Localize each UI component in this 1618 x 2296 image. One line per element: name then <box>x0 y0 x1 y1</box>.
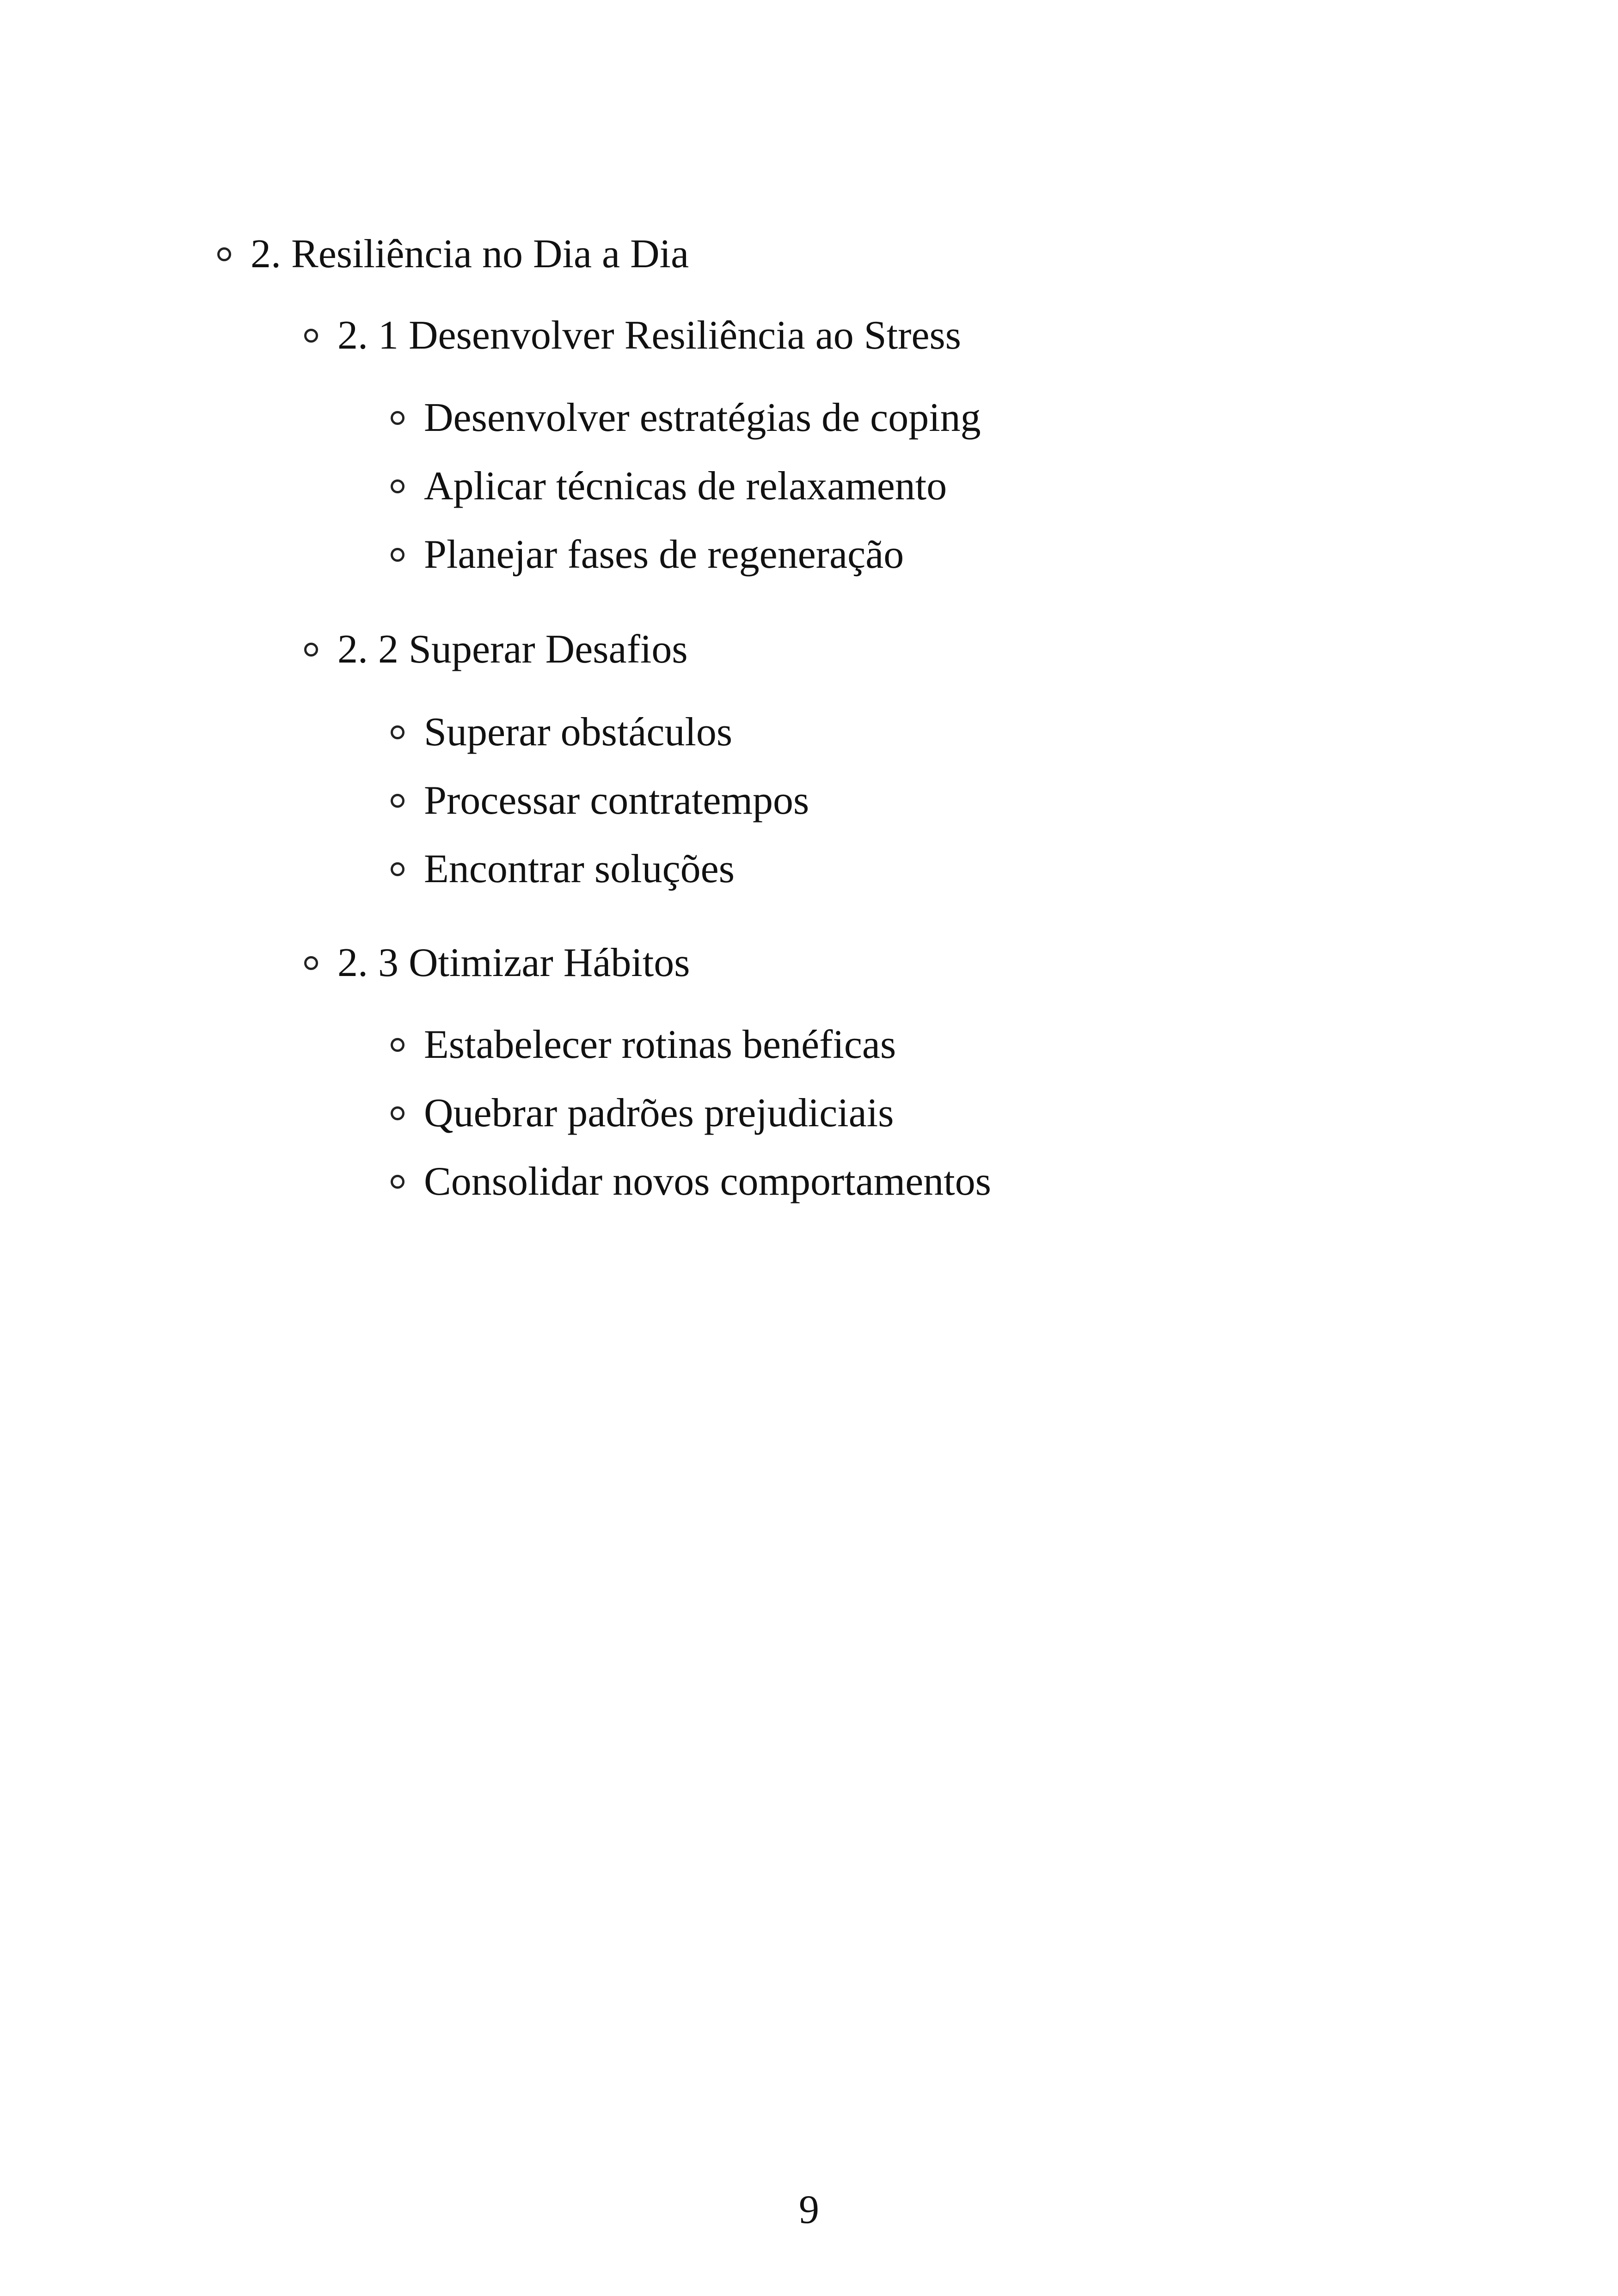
circle-bullet-icon <box>391 479 404 493</box>
circle-bullet-icon <box>304 329 318 343</box>
section-heading-text: 2. Resiliência no Dia a Dia <box>251 232 689 276</box>
subsection-heading-text: 2. 1 Desenvolver Resiliência ao Stress <box>337 313 962 358</box>
circle-bullet-icon <box>304 643 318 657</box>
subsection-heading-text: 2. 2 Superar Desafios <box>337 627 688 672</box>
list-item-text: Processar contratempos <box>424 778 809 823</box>
circle-bullet-icon <box>391 1106 404 1120</box>
circle-bullet-icon <box>391 548 404 562</box>
circle-bullet-icon <box>391 1038 404 1052</box>
subsection-heading <box>304 313 961 359</box>
list-item <box>391 1159 991 1205</box>
circle-bullet-icon <box>391 862 404 876</box>
list-item <box>391 395 981 441</box>
circle-bullet-icon <box>304 956 318 970</box>
list-item <box>391 1022 896 1068</box>
circle-bullet-icon <box>391 725 404 739</box>
page-number: 9 <box>799 2187 819 2232</box>
list-item <box>391 846 735 892</box>
list-item <box>391 532 904 578</box>
list-item <box>391 778 809 824</box>
list-item-text: Aplicar técnicas de relaxamento <box>424 464 947 509</box>
list-item-text: Desenvolver estratégias de coping <box>424 395 981 440</box>
list-item-text: Encontrar soluções <box>424 847 735 891</box>
list-item-text: Consolidar novos comportamentos <box>424 1159 991 1204</box>
list-item-text: Quebrar padrões prejudiciais <box>424 1091 894 1136</box>
list-item-text: Estabelecer rotinas benéficas <box>424 1022 896 1067</box>
circle-bullet-icon <box>217 247 231 261</box>
subsection-heading-text: 2. 3 Otimizar Hábitos <box>337 940 690 985</box>
section-heading <box>217 231 689 277</box>
circle-bullet-icon <box>391 794 404 808</box>
list-item <box>391 1090 894 1136</box>
list-item <box>391 463 947 510</box>
circle-bullet-icon <box>391 411 404 425</box>
list-item <box>391 709 732 755</box>
list-item-text: Superar obstáculos <box>424 710 733 755</box>
subsection-heading <box>304 626 688 673</box>
subsection-heading <box>304 940 690 986</box>
list-item-text: Planejar fases de regeneração <box>424 532 904 577</box>
circle-bullet-icon <box>391 1175 404 1189</box>
